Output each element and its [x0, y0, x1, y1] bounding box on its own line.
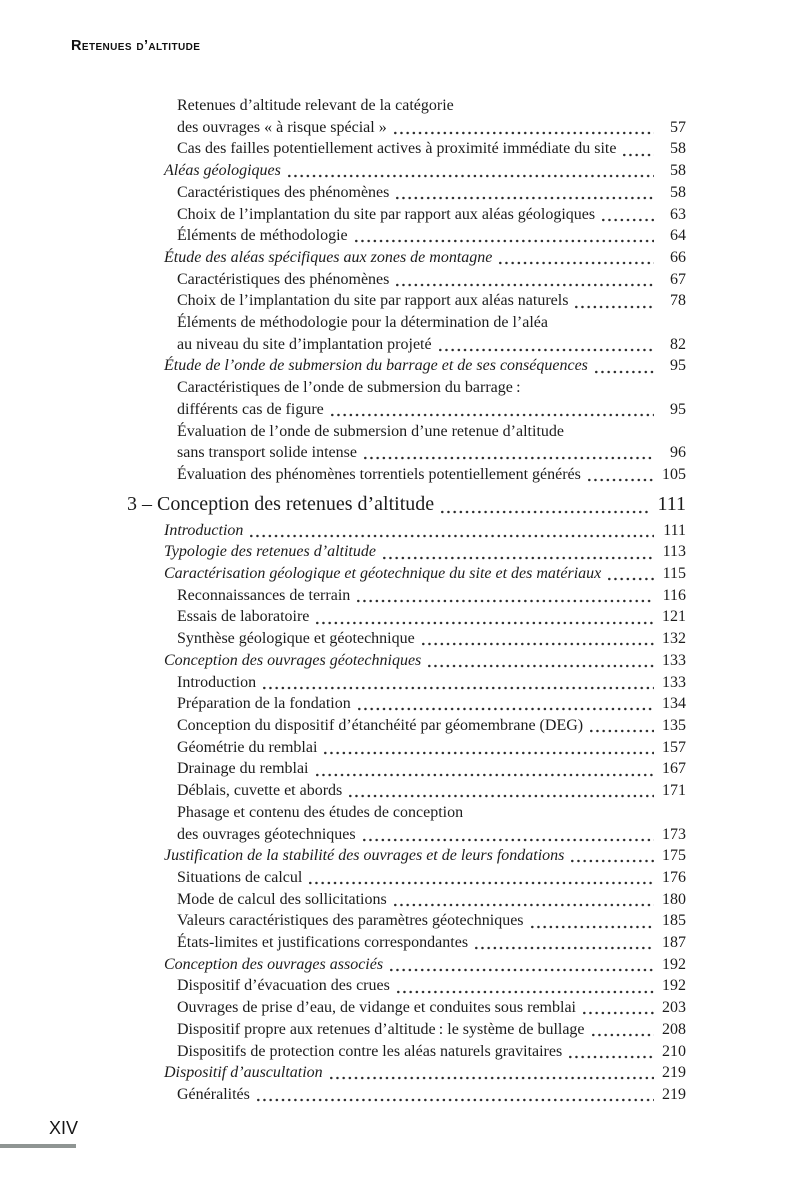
toc-entry-label: Dispositif propre aux retenues d’altitude : le système de bullage — [177, 1020, 585, 1038]
dot-leader — [571, 859, 654, 863]
dot-leader — [363, 838, 654, 842]
toc-entry — [127, 606, 686, 628]
toc-entry-label: États-limites et justifications correspondantes — [177, 934, 469, 952]
dot-leader — [396, 283, 654, 287]
toc-entry-label: sans transport solide intense — [177, 444, 357, 462]
toc-entry-page: 133 — [662, 651, 686, 669]
toc-entry-label: Cas des failles potentiellement actives à proximité immédiate du site — [177, 140, 617, 158]
toc-entry-page: 210 — [662, 1042, 686, 1060]
toc-entry-page: 208 — [662, 1020, 686, 1038]
dot-leader — [397, 990, 654, 994]
dot-leader — [394, 903, 654, 907]
footer-page-number: XIV — [49, 1118, 79, 1138]
toc-entry-label: Conception des ouvrages géotechniques — [164, 651, 422, 669]
dot-leader — [331, 413, 654, 417]
running-header: Retenues d’altitude — [71, 38, 201, 54]
toc-entry-label: Introduction — [164, 521, 244, 539]
toc-entry-page: 58 — [670, 162, 686, 180]
toc-entry-page: 113 — [662, 543, 686, 561]
toc-entry-page: 58 — [670, 183, 686, 201]
toc-entry-page: 115 — [662, 565, 686, 583]
dot-leader — [623, 153, 654, 157]
dot-leader — [590, 729, 654, 733]
toc-entry-label: Généralités — [177, 1085, 250, 1103]
dot-leader — [569, 1055, 654, 1059]
toc-entry-label: Déblais, cuvette et abords — [177, 782, 343, 800]
toc-entry — [127, 138, 686, 160]
toc-entry — [127, 802, 686, 824]
toc-entry — [127, 421, 686, 443]
toc-entry-label: au niveau du site d’implantation projeté — [177, 335, 432, 353]
toc-entry-label: Géométrie du remblai — [177, 738, 318, 756]
toc-entry-label: Phasage et contenu des études de conception — [177, 803, 464, 821]
toc-entry-page: 111 — [663, 521, 686, 539]
toc-entry — [127, 780, 686, 802]
toc-entry-page: 171 — [662, 782, 686, 800]
dot-leader — [422, 642, 654, 646]
toc-entry — [127, 563, 686, 585]
toc-entry-label: Dispositif d’évacuation des crues — [177, 977, 390, 995]
toc-entry-label: Justification de la stabilité des ouvrages et de leurs fondations — [164, 847, 565, 865]
toc-entry — [127, 650, 686, 672]
toc-entry-label: Caractéristiques des phénomènes — [177, 270, 390, 288]
toc-entry — [127, 290, 686, 312]
dot-leader — [324, 751, 654, 755]
toc-entry-label: Aléas géologiques — [164, 162, 281, 180]
dot-leader — [309, 881, 654, 885]
toc-entry-page: 192 — [662, 977, 686, 995]
toc-entry-label: Valeurs caractéristiques des paramètres géotechniques — [177, 912, 524, 930]
toc-entry — [127, 628, 686, 650]
dot-leader — [257, 1098, 654, 1102]
toc-entry-label: différents cas de figure — [177, 400, 324, 418]
toc-entry — [127, 997, 686, 1019]
toc-entry — [127, 715, 686, 737]
toc-entry — [127, 867, 686, 889]
toc-entry-page: 176 — [662, 868, 686, 886]
toc-entry-page: 96 — [670, 444, 686, 462]
dot-leader — [575, 305, 654, 309]
toc-entry-label: Reconnaissances de terrain — [177, 586, 351, 604]
toc-entry — [127, 954, 686, 976]
dot-leader — [355, 239, 654, 243]
dot-leader — [475, 946, 654, 950]
dot-leader — [288, 174, 654, 178]
dot-leader — [588, 478, 654, 482]
toc-entry — [127, 1019, 686, 1041]
toc-entry — [127, 758, 686, 780]
toc-entry-page: 82 — [670, 335, 686, 353]
toc-entry-label: Éléments de méthodologie pour la détermination de l’aléa — [177, 314, 548, 332]
toc-entry — [127, 520, 686, 542]
toc-entry-label: Choix de l’implantation du site par rapport aux aléas naturels — [177, 292, 569, 310]
dot-leader — [396, 196, 654, 200]
toc-entry-label: des ouvrages géotechniques — [177, 825, 356, 843]
dot-leader — [595, 370, 654, 374]
dot-leader — [608, 577, 654, 581]
toc-entry-page: 134 — [662, 695, 686, 713]
toc-entry — [127, 377, 686, 399]
toc-entry-page: 173 — [662, 825, 686, 843]
toc-entry-label: Évaluation des phénomènes torrentiels potentiellement générés — [177, 465, 581, 483]
dot-leader — [390, 968, 654, 972]
toc-entry-label: Retenues d’altitude relevant de la catégorie — [177, 97, 454, 114]
toc-entry-label: Préparation de la fondation — [177, 695, 351, 713]
toc-entry — [127, 204, 686, 226]
toc-entry — [127, 585, 686, 607]
toc-entry — [127, 910, 686, 932]
toc-entry-label: Drainage du remblai — [177, 760, 309, 778]
toc-entry-page: 121 — [662, 608, 686, 626]
toc-entry — [127, 975, 686, 997]
toc-entry-page: 111 — [657, 492, 686, 515]
toc-entry-label: Caractéristiques des phénomènes — [177, 183, 390, 201]
toc-entry-page: 132 — [662, 630, 686, 648]
toc-entry-label: Étude des aléas spécifiques aux zones de montagne — [164, 248, 493, 266]
toc-entry-page: 192 — [662, 955, 686, 973]
toc-entry-label: Étude de l’onde de submersion du barrage et de ses conséquences — [164, 357, 588, 375]
dot-leader — [263, 686, 654, 690]
toc-entry-label: Conception des ouvrages associés — [164, 955, 384, 973]
toc-entry-label: Choix de l’implantation du site par rapport aux aléas géologiques — [177, 205, 596, 223]
toc-entry-label: Introduction — [177, 673, 257, 691]
dot-leader — [439, 348, 654, 352]
toc-entry — [127, 1084, 686, 1106]
toc-entry-label: Situations de calcul — [177, 868, 303, 886]
toc-entry-label: Typologie des retenues d’altitude — [164, 543, 376, 561]
toc-entry-label: Mode de calcul des sollicitations — [177, 890, 387, 908]
toc-entry-page: 219 — [662, 1064, 686, 1082]
toc-entry-label: Ouvrages de prise d’eau, de vidange et conduites sous remblai — [177, 999, 576, 1017]
dot-leader — [349, 794, 654, 798]
toc-entry-page: 133 — [662, 673, 686, 691]
dot-leader — [428, 664, 654, 668]
toc-entry-page: 185 — [662, 912, 686, 930]
toc-entry — [127, 442, 686, 464]
toc-entry — [127, 117, 686, 139]
toc-entry — [127, 182, 686, 204]
toc-entry-page: 66 — [670, 248, 686, 266]
toc-entry — [127, 225, 686, 247]
toc-entry-label: Conception du dispositif d’étanchéité par géomembrane (DEG) — [177, 716, 584, 734]
dot-leader — [330, 1076, 654, 1080]
toc-entry-page: 167 — [662, 760, 686, 778]
toc-entry — [127, 889, 686, 911]
dot-leader — [499, 261, 654, 265]
toc-entry — [127, 672, 686, 694]
dot-leader — [383, 556, 654, 560]
toc-entry — [127, 464, 686, 486]
toc-entry-page: 187 — [662, 934, 686, 952]
toc-entry — [127, 334, 686, 356]
toc-entry-label: 3 – Conception des retenues d’altitude — [127, 492, 435, 515]
toc-entry — [127, 491, 686, 518]
toc-entry-page: 95 — [670, 357, 686, 375]
toc-entry-label: Essais de laboratoire — [177, 608, 310, 626]
toc-entry-page: 203 — [662, 999, 686, 1017]
toc-entry-page: 105 — [662, 465, 686, 483]
dot-leader — [394, 131, 654, 135]
toc-entry-page: 58 — [670, 140, 686, 158]
toc-entry — [127, 541, 686, 563]
toc-entry-label: Caractérisation géologique et géotechnique du site et des matériaux — [164, 565, 602, 583]
toc-entry-page: 67 — [670, 270, 686, 288]
toc-entry-page: 64 — [670, 227, 686, 245]
toc-entry-label: des ouvrages « à risque spécial » — [177, 118, 387, 136]
dot-leader — [441, 510, 651, 514]
toc-entry — [127, 269, 686, 291]
toc-entry-label: Dispositif d’auscultation — [164, 1064, 323, 1082]
toc-entry-page: 219 — [662, 1085, 686, 1103]
toc-entry — [127, 95, 686, 117]
toc-entry-page: 180 — [662, 890, 686, 908]
toc-entry — [127, 932, 686, 954]
toc-entry — [127, 737, 686, 759]
toc — [127, 95, 686, 1106]
dot-leader — [250, 534, 654, 538]
toc-entry — [127, 824, 686, 846]
dot-leader — [316, 621, 654, 625]
toc-entry — [127, 399, 686, 421]
dot-leader — [592, 1033, 654, 1037]
toc-entry — [127, 355, 686, 377]
toc-entry-page: 157 — [662, 738, 686, 756]
dot-leader — [602, 218, 654, 222]
dot-leader — [531, 925, 654, 929]
dot-leader — [358, 707, 654, 711]
toc-entry-page: 78 — [670, 292, 686, 310]
toc-entry-page: 63 — [670, 205, 686, 223]
toc-entry — [127, 247, 686, 269]
toc-entry-label: Caractéristiques de l’onde de submersion du barrage : — [177, 379, 521, 397]
toc-entry-page: 135 — [662, 716, 686, 734]
toc-entry — [127, 693, 686, 715]
dot-leader — [364, 456, 654, 460]
toc-entry-page: 175 — [662, 847, 686, 865]
toc-entry-page: 116 — [662, 586, 686, 604]
toc-entry-label: Éléments de méthodologie — [177, 227, 348, 245]
footer-bar — [0, 1144, 76, 1148]
toc-entry-label: Dispositifs de protection contre les aléas naturels gravitaires — [177, 1042, 563, 1060]
toc-entry — [127, 1062, 686, 1084]
toc-entry — [127, 312, 686, 334]
toc-entry-page: 57 — [670, 118, 686, 136]
dot-leader — [357, 599, 654, 603]
dot-leader — [316, 773, 655, 777]
toc-entry — [127, 1041, 686, 1063]
toc-entry — [127, 845, 686, 867]
toc-entry — [127, 160, 686, 182]
toc-entry-label: Synthèse géologique et géotechnique — [177, 630, 415, 648]
toc-entry-label: Évaluation de l’onde de submersion d’une retenue d’altitude — [177, 422, 564, 440]
dot-leader — [583, 1011, 654, 1015]
toc-entry-page: 95 — [670, 400, 686, 418]
